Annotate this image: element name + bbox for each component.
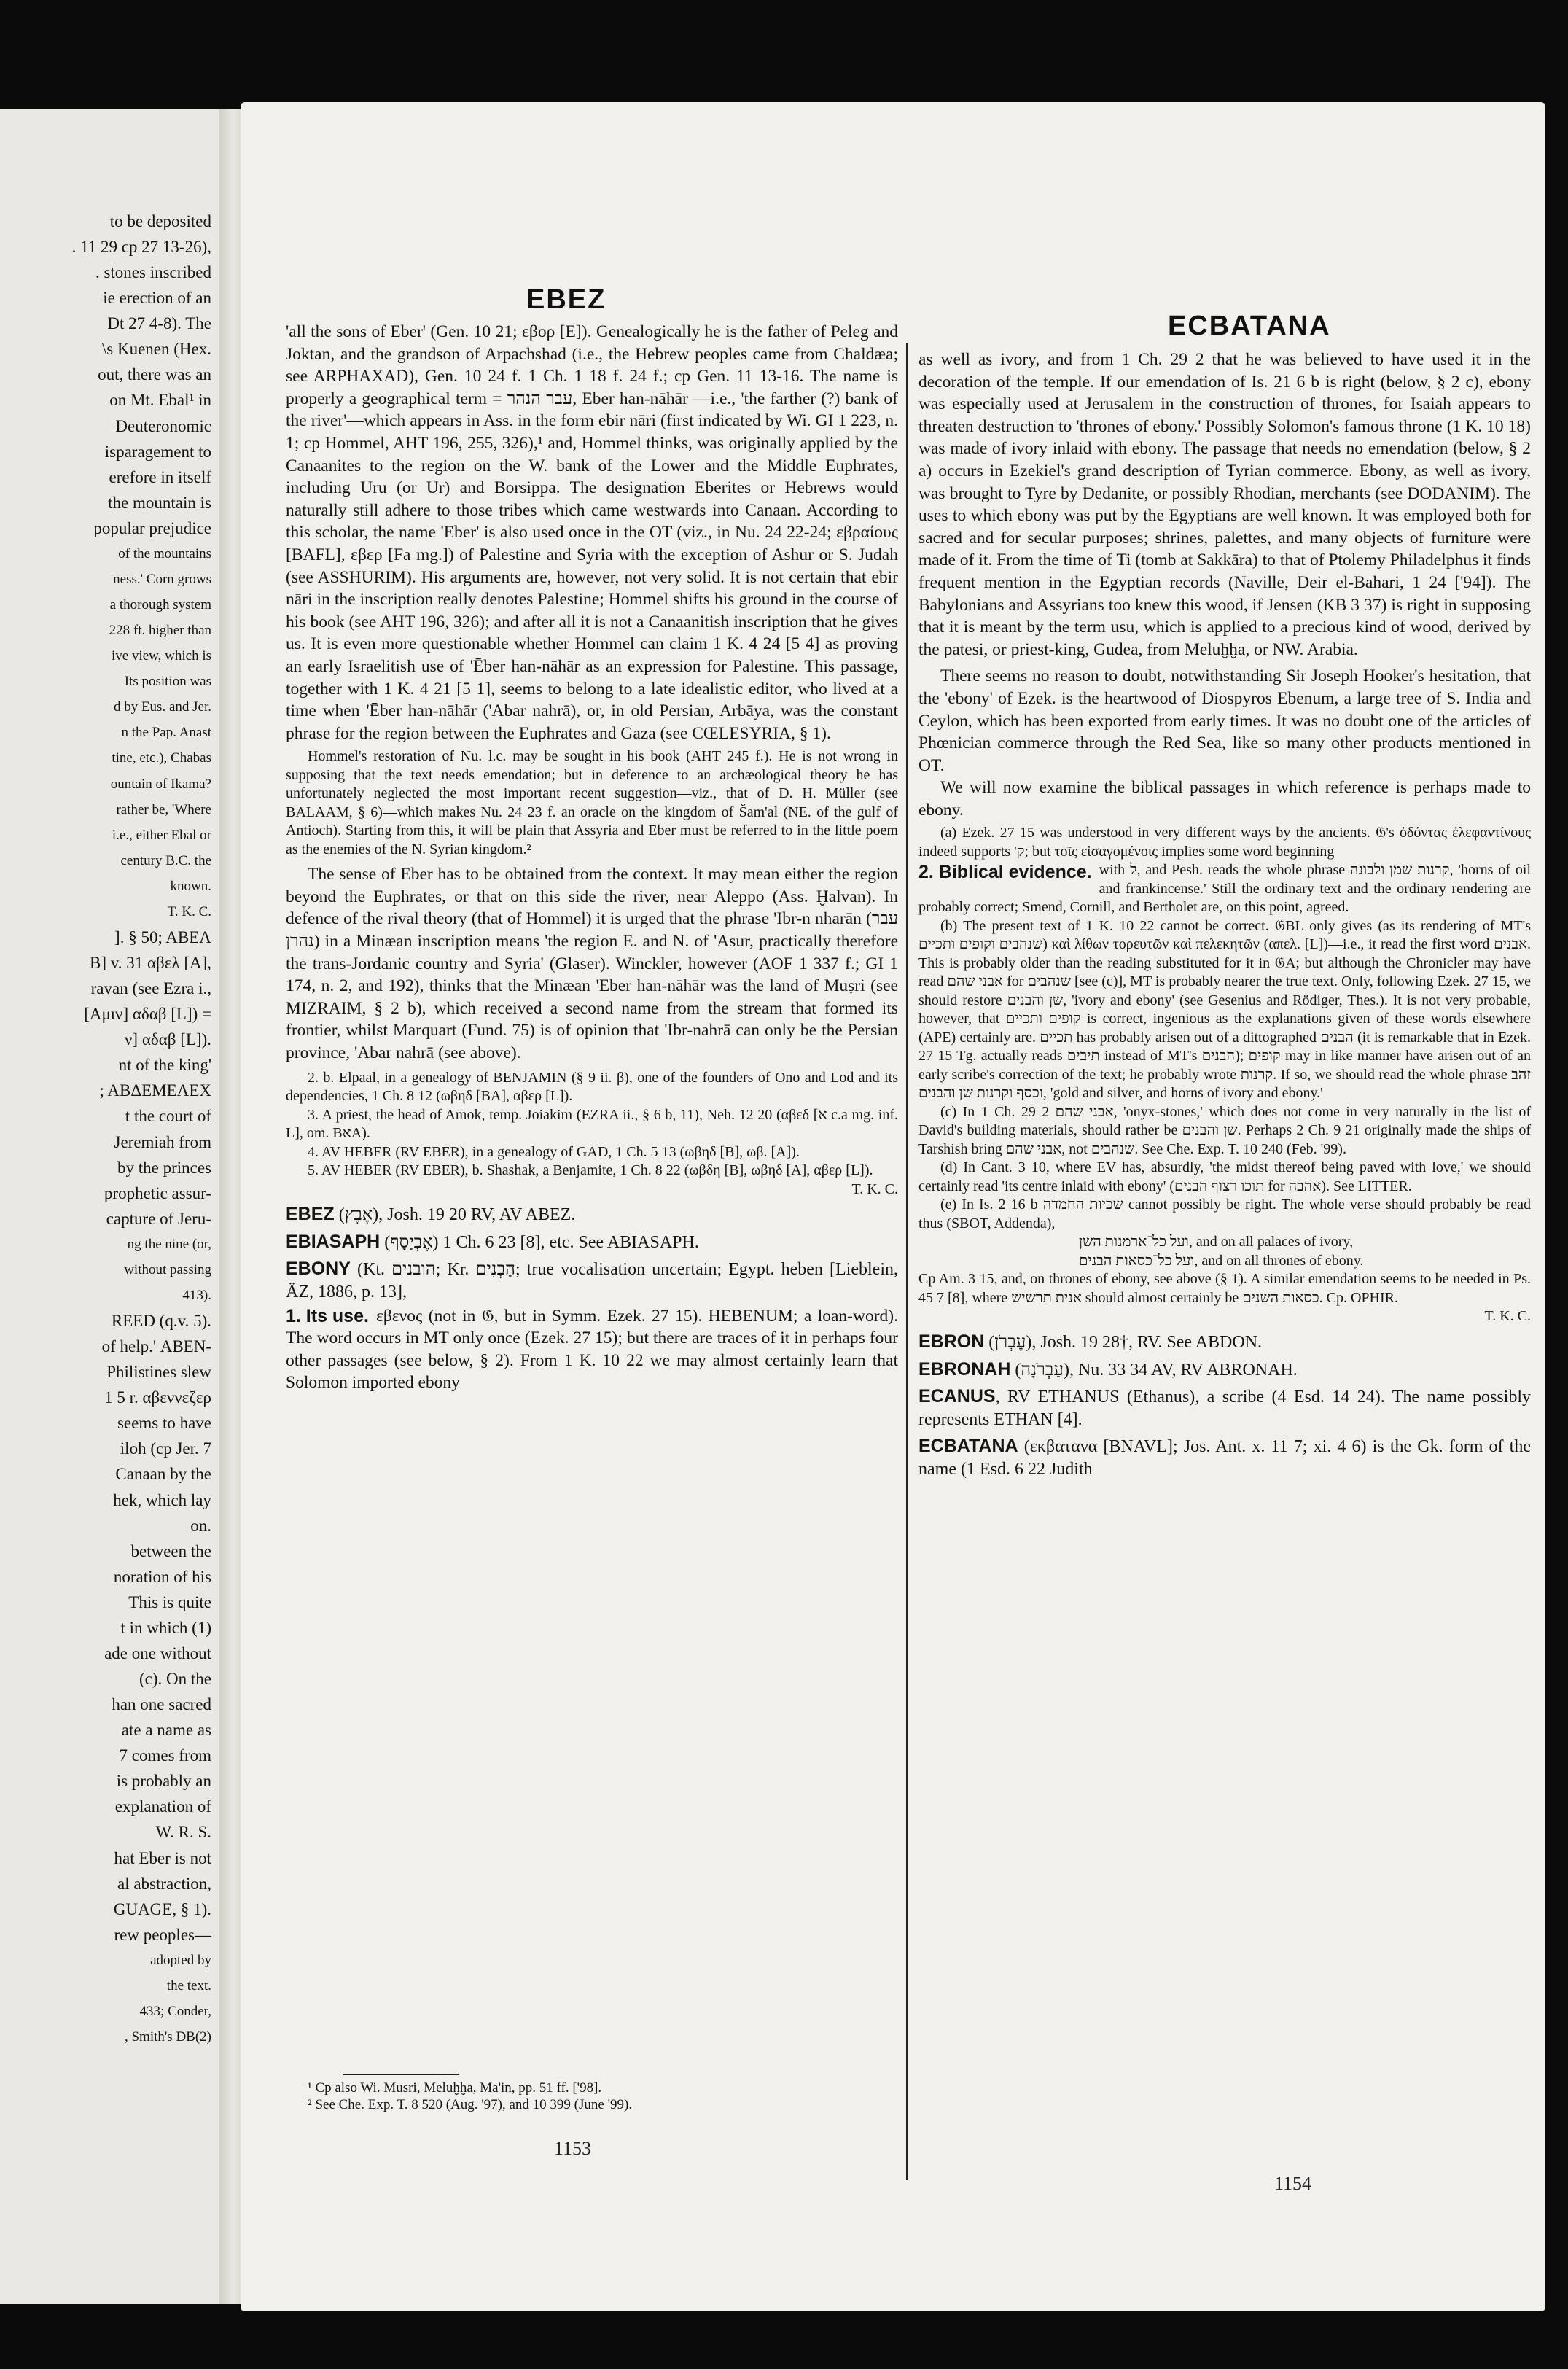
previous-page-line: ravan (see Ezra i., <box>90 979 211 998</box>
ebiasaph-text: 1 Ch. 6 23 [8], etc. See ABIASAPH. <box>438 1232 699 1252</box>
previous-page-line: (c). On the <box>139 1670 211 1688</box>
previous-page-line: i.e., either Ebal or <box>112 827 211 843</box>
previous-page-line: Its position was <box>124 674 211 690</box>
right-page-number: 1154 <box>1274 2173 1312 2194</box>
previous-page-line: n the Pap. Anast <box>121 725 211 741</box>
previous-page-strip <box>0 109 219 2304</box>
ebony-signature: T. K. C. <box>1484 1308 1531 1325</box>
previous-page-line: Jeremiah from <box>114 1132 211 1151</box>
ecanus-text: , RV ETHANUS (Ethanus), a scribe (4 Esd. 14 24). The name possibly represents ETHAN [4]. <box>918 1388 1531 1429</box>
previous-page-line: ive view, which is <box>111 648 211 664</box>
ebronah-text: , Nu. 33 34 AV, RV ABRONAH. <box>1069 1360 1298 1380</box>
previous-page-line: popular prejudice <box>93 518 211 537</box>
ecanus-entry <box>918 1385 1531 1431</box>
ebronah-headword: EBRONAH <box>918 1358 1011 1380</box>
left-column <box>286 321 898 1394</box>
eber-note: Hommel's restoration of Nu. l.c. may be sought in his book (AHT 245 f.). He is not wrong in supposing that the text needs emendation; but in deference to an archæological theory he has unfortunately neglected the most important recent suggestion—viz., that of D. H. Müller (see BALAAM, § 6)—which makes Nu. 24 23 f. an oracle on the kingdom of Šam'al (NE. of the gulf of Antioch). Starting from this, it will be plain that Assyria and Eber must be referred to in the little poem as the enemies of the N. Syrian kingdom.² <box>286 748 898 857</box>
biblical-a-cont-text: with ל, and Pesh. reads the whole phrase קרנות שמן ולבונה, 'horns of oil and frankincense.' Still the ordinary text and the ordinary rendering are probably correct; Smend, Cornill, and Bertholet are, on this point, agreed. <box>918 862 1532 916</box>
ebron-headword: EBRON <box>918 1331 985 1352</box>
previous-page-line: ness.' Corn grows <box>113 571 211 587</box>
previous-page-line: al abstraction, <box>117 1874 211 1893</box>
previous-page-line: on Mt. Ebal¹ in <box>109 391 211 410</box>
previous-page-line: . 11 29 cp 27 13-26), <box>71 238 211 257</box>
previous-page-line: ; ΑΒΔΕΜΕΛΕΧ <box>99 1081 211 1100</box>
previous-page-line: 1 5 r. αβεννεζερ <box>104 1388 211 1407</box>
biblical-e: (e) In Is. 2 16 b שכיות החמדה cannot possibly be right. The whole verse should probably be read thus (SBOT, Addenda), <box>918 1197 1532 1232</box>
eber-entry-2: 2. b. Elpaal, in a genealogy of BENJAMIN (§ 9 ii. β), one of the founders of Ono and Lod and its dependencies, 1 Ch. 8 12 (ωβηδ [BA], αβερ [L]). <box>286 1069 898 1105</box>
previous-page-line: Philistines slew <box>106 1363 211 1382</box>
previous-page-line: GUAGE, § 1). <box>113 1899 211 1918</box>
ebony-use-heading: 1. Its use. <box>286 1305 369 1326</box>
previous-page-line: \s Kuenen (Hex. <box>101 340 211 359</box>
ecbatana-entry <box>918 1435 1531 1480</box>
verse-line-1: ועל כל־ארמנות השן, and on all palaces of ivory, <box>1079 1234 1354 1250</box>
previous-page-line: ν] αδαβ [L]). <box>125 1030 211 1049</box>
previous-page-line: Canaan by the <box>115 1465 211 1484</box>
ebiasaph-entry <box>286 1231 898 1254</box>
biblical-e-cont: Cp Am. 3 15, and, on thrones of ebony, see above (§ 1). A similar emendation seems to be needed in Ps. 45 7 [8], where אנית תרשיש should almost certainly be כסאות השנים. Cp. OPHIR. <box>918 1271 1531 1306</box>
previous-page-line: known. <box>170 878 211 894</box>
previous-page-line: ie erection of an <box>103 289 211 308</box>
previous-page-line: iloh (cp Jer. 7 <box>120 1439 211 1458</box>
previous-page-line: by the princes <box>117 1158 211 1177</box>
previous-page-line: t in which (1) <box>120 1618 211 1637</box>
biblical-d: (d) In Cant. 3 10, where EV has, absurdly, 'the midst thereof being paved with love,' we should certainly read 'its centre inlaid with ebony' (תוכו רצוף הבנים for אהבה). See LITTER. <box>918 1159 1531 1194</box>
eber-signature: T. K. C. <box>851 1180 898 1197</box>
ecbatana-text: (εκβατανα [BNAVL]; Jos. Ant. x. 11 7; xi. 4 6) is the Gk. form of the name (1 Esd. 6 22 Judith <box>918 1437 1531 1479</box>
footnote-2: ² See Che. Exp. T. 8 520 (Aug. '97), and 10 399 (June '99). <box>308 2097 633 2112</box>
previous-page-line: ng the nine (or, <box>127 1236 211 1252</box>
previous-page-line: tine, etc.), Chabas <box>112 750 211 766</box>
previous-page-line: isparagement to <box>104 442 211 461</box>
previous-page-line: t the court of <box>125 1107 211 1126</box>
ebiasaph-hebrew: (אֶבְיָסָף) <box>384 1232 439 1252</box>
previous-page-line: noration of his <box>113 1567 211 1586</box>
previous-page-line: the mountain is <box>108 493 211 512</box>
ebony-use-block <box>286 1305 898 1394</box>
previous-page-line: Dt 27 4-8). The <box>107 314 211 333</box>
previous-page-line: on. <box>190 1516 211 1535</box>
footnote-rule <box>343 2074 459 2075</box>
ebron-entry <box>918 1331 1531 1354</box>
previous-page-line: the text. <box>166 1977 211 1993</box>
ebony-use-text: εβενος (not in 𝔊, but in Symm. Ezek. 27 15). HEBENUM; a loan-word). The word occurs in MT only once (Ezek. 27 15); but there are traces of it in perhaps four other passages (see below, § 2). From 1 K. 10 22 we may almost certainly learn that Solomon imported ebony <box>286 1306 898 1393</box>
previous-page-line: capture of Jeru- <box>106 1209 211 1228</box>
previous-page-line: nt of the king' <box>118 1056 211 1075</box>
previous-page-line: to be deposited <box>109 212 211 230</box>
eber-entry-5: 5. AV HEBER (RV EBER), b. Shashak, a Benjamite, 1 Ch. 8 22 (ωβδη [B], ωβηδ [A], αβερ [L]). <box>308 1162 873 1179</box>
previous-page-line: of help.' ΑΒΕΝ- <box>101 1337 211 1356</box>
left-running-header: EBEZ <box>526 284 606 315</box>
previous-page-line: 433; Conder, <box>139 2003 211 2019</box>
previous-page-line: . stones inscribed <box>95 263 211 282</box>
previous-page-line: 7 comes from <box>119 1746 211 1765</box>
previous-page-line: century B.C. the <box>120 852 211 868</box>
hooker-paragraph: There seems no reason to doubt, notwithstanding Sir Joseph Hooker's hesitation, that the 'ebony' of Ezek. is the heartwood of Diospyros Ebenum, a large tree of S. India and Ceylon, which has been exported from early times. It was no doubt one of the articles of Phœnician commerce through the Red Sea, like so many other products mentioned in OT. <box>918 666 1531 775</box>
examine-paragraph: We will now examine the biblical passages in which reference is perhaps made to ebony. <box>918 778 1531 820</box>
previous-page-line: , Smith's DB(2) <box>124 2029 211 2045</box>
previous-page-line: ade one without <box>104 1643 211 1662</box>
previous-page-line: hat Eber is not <box>114 1848 211 1867</box>
previous-page-line: ]. § 50; ΑΒΕΛ <box>114 927 211 946</box>
biblical-b: (b) The present text of 1 K. 10 22 cannot be correct. 𝔊BL only gives (as its rendering of MT's שנהבים וקופים ותכיים) καὶ λίθων τορευτῶν καὶ πελεκητῶν (απελ. [L])—i.e., it read the first word אבנים. This is probably older than the reading substituted for it in 𝔊A; but although the Chronicler may have read אבני שהם for שנהבים [see (c)], MT is probably nearer the true text. Only, following Ezek. 27 15, we should restore שן והבנים, 'ivory and ebony' (see Gesenius and Rödiger, Thes.). It is not very probable, however, that קופים ותכיים is correct, ingenious as the explanations given of these words elsewhere (APE) certainly are. תכיים has probably arisen out of a dittographed הבנים (it is remarkable that in Ezek. 27 15 Tg. actually reads תיבים instead of MT's הבנים); קופים may in like manner have arisen out of an early scribe's correction of the text; he probably wrote קרנות. If so, we should read the whole phrase זהב וכסף וקרנות שן והבנים, 'gold and silver, and horns of ivory and ebony.' <box>918 917 1532 1102</box>
previous-page-line: han one sacred <box>112 1695 211 1714</box>
previous-page-line: W. R. S. <box>155 1823 211 1842</box>
biblical-c: (c) In 1 Ch. 29 2 אבני שהם, 'onyx-stones,' which does not come in very naturally in the list of David's building materials, should rather be שן והבנים. Perhaps 2 Ch. 9 21 originally made the ships of Tarshish bring אבני שהם, not שנהבים. See Che. Exp. T. 10 240 (Feb. '99). <box>918 1103 1532 1157</box>
ecanus-headword: ECANUS <box>918 1386 996 1407</box>
previous-page-line: [Aμιν] αδαβ [L]) = <box>84 1005 211 1024</box>
previous-page-line: of the mountains <box>118 545 211 561</box>
previous-page-line: B] v. 31 αβελ [A], <box>90 954 211 973</box>
biblical-a-cont <box>918 861 1531 917</box>
previous-page-line: 228 ft. higher than <box>109 623 211 639</box>
dictionary-page <box>241 102 1545 2311</box>
eber-paragraph: 'all the sons of Eber' (Gen. 10 21; εβορ [E]). Genealogically he is the father of Peleg and Joktan, and the grandson of Arpachshad (i.e., the Hebrew peoples came from Chaldæa; see ARPHAXAD), Gen. 10 24 f. 1 Ch. 1 18 f. 24 f.; cp Gen. 11 13-16. The name is properly a geographical term = עבר הנהר, Eber han-nāhār —i.e., 'the farther (?) bank of the river'—which appears in Ass. in the form ebir nāri (first indicated by Wi. GI 1 223, n. 1; cp Hommel, AHT 196, 255, 326),¹ and, Hommel thinks, was originally applied by the Canaanites to the region on the W. bank of the Lower and the Middle Euphrates, including Uru (or Ur) and Borsippa. The designation Eberites or Hebrews would naturally still adhere to those tribes which came westwards into Canaan. According to this scholar, the name 'Eber' is also used once in the OT (viz., in Nu. 24 22-24; εβραίους [BAFL], εβερ [Fa mg.]) of Palestine and Syria with the exception of Ashur or S. Judah (see ASSHURIM). His arguments are, however, not very solid. It is not certain that ebir nāri in the inscription really denotes Palestine; Hommel shifts his ground in the course of his book (see AHT 196, 326); and after all it is not a Canaanitish inscription that he gives us. It is even more questionable whether Hommel can claim 1 K. 4 24 [5 4] as proving an early Israelitish use of 'Ēber han-nāhār as an expression for Palestine. This passage, together with 1 K. 4 21 [5 1], seems to belong to a late idealistic editor, who lived at a time when 'Ēber han-nāhār ('Abar nahrā), or, in old Persian, Arbāya, was the constant phrase for the region between the Euphrates and Gaza (see CŒLESYRIA, § 1). <box>286 322 898 743</box>
previous-page-line: rew peoples— <box>114 1925 211 1944</box>
biblical-a: (a) Ezek. 27 15 was understood in very different ways by the ancients. 𝔊's ὀδόντας ἐλεφαντίνους indeed supports 'ק; but τοῖς εἰσαγομένοις implies some word beginning <box>918 825 1531 860</box>
column-divider <box>906 343 908 2180</box>
previous-page-line: hek, which lay <box>113 1490 211 1509</box>
previous-page-line: This is quite <box>128 1592 211 1611</box>
ebony-paragraph: as well as ivory, and from 1 Ch. 29 2 that he was believed to have used it in the decoration of the temple. If our emendation of Is. 21 6 b is right (below, § 2 c), ebony was especially used at Jerusalem in the construction of thrones, for Isaiah appears to threaten destruction to 'thrones of ebony.' Possibly Solomon's famous throne (1 K. 10 18) was made of ivory inlaid with ebony. The passage that needs no emendation (below, § 2 a) occurs in Ezekiel's grand description of Tyrian commerce. Ebony, as well as ivory, was brought to Tyre by Dedanite, or possibly Rhodian, merchants (see DODANIM). The uses to which ebony was put by the Egyptians are well known. It was employed both for sacred and for secular purposes; shrines, palettes, and many objects of furniture were made of it. From the time of Ti (tomb at Sakkāra) to that of Ptolemy Philadelphus it finds frequent mention in the Egyptian records (Naville, Deir el-Bahari, 1 24 ['94]). The Babylonians and Assyrians too knew this wood, if Jensen (KB 3 37) is right in supposing that it is meant by the term usu, which is applied to a precious kind of wood, derived by the patesi, or priest-king, Gudea, from Meluḫḫa, or NW. Arabia. <box>918 350 1531 659</box>
previous-page-line: a thorough system <box>109 597 211 613</box>
previous-page-line: prophetic assur- <box>104 1183 211 1202</box>
previous-page-line: between the <box>130 1541 211 1560</box>
previous-page-line: T. K. C. <box>167 903 211 919</box>
ebony-intro: (Kt. הובנים; Kr. הָבְנִים; true vocalisation uncertain; Egypt. heben [Lieblein, ÄZ, 1886, p. 13], <box>286 1260 898 1302</box>
ebony-headword: EBONY <box>286 1259 351 1280</box>
previous-page-line: 413). <box>182 1287 211 1303</box>
ebronah-entry <box>918 1358 1531 1382</box>
eber-entry-3: 3. A priest, the head of Amok, temp. Joiakim (EZRA ii., § 6 b, 11), Neh. 12 20 (αβεδ [א c.a mg. inf. L], om. BאA). <box>286 1106 898 1142</box>
verse-line-2: ועל כל־כסאות הבנים, and on all thrones of ebony. <box>1079 1252 1364 1269</box>
right-column <box>918 349 1531 1481</box>
ebony-entry <box>286 1258 898 1303</box>
footnotes <box>286 2080 898 2113</box>
eber-entry-4: 4. AV HEBER (RV EBER), in a genealogy of GAD, 1 Ch. 5 13 (ωβηδ [B], ωβ. [A]). <box>308 1143 800 1160</box>
previous-page-line: Deuteronomic <box>115 416 211 435</box>
footnote-1: ¹ Cp also Wi. Musri, Meluḫḫa, Ma'in, pp. 51 ff. ['98]. <box>308 2080 602 2096</box>
right-running-header: ECBATANA <box>1168 311 1331 341</box>
biblical-evidence-heading: 2. Biblical evidence. <box>918 862 1092 883</box>
previous-page-line: adopted by <box>150 1952 211 1968</box>
previous-page-line: REED (q.v. 5). <box>111 1312 211 1331</box>
left-page-number: 1153 <box>554 2138 592 2159</box>
ebez-headword: EBEZ <box>286 1204 335 1225</box>
previous-page-line: ountain of Ikama? <box>110 776 211 792</box>
previous-page-line: explanation of <box>114 1797 211 1816</box>
ebiasaph-headword: EBIASAPH <box>286 1231 381 1252</box>
previous-page-line: ate a name as <box>121 1721 211 1740</box>
ebron-text: , Josh. 19 28†, RV. See ABDON. <box>1031 1332 1263 1352</box>
previous-page-line: seems to have <box>117 1414 211 1433</box>
biblical-evidence <box>918 824 1531 1326</box>
previous-page-line: without passing <box>124 1261 211 1277</box>
ebron-hebrew: (עֶבְרֹן) <box>988 1332 1032 1352</box>
ebronah-hebrew: (עַבְרֹנָה) <box>1015 1360 1069 1380</box>
previous-page-line: d by Eus. and Jer. <box>113 699 211 715</box>
eber-paragraph-2: The sense of Eber has to be obtained from the context. It may mean either the region beyond the Euphrates, or that on this side the river, near Aleppo (Ass. Ḫalvan). In defence of the rival theory (that of Hommel) it is urged that the phrase 'Ibr-n nharān (עבר נהרן) in a Minæan inscription means 'the region E. and N. of 'Asur, practically therefore the trans-Jordanic country and Syria' (Glaser). Winckler, however (AOF 1 337 f.; GI 1 174, n. 2, and 192), thinks that the Minæan 'Eber han-nāhār was the land of Muṣri (see MIZRAIM, § 2 b), which received a second name from the stream that formed its frontier, whilst Marquart (Fund. 75) is of opinion that 'Ibr-nahrā can only be the Persian province, 'Abar nahrā (see above). <box>286 865 898 1063</box>
ecbatana-headword: ECBATANA <box>918 1436 1018 1457</box>
previous-page-line: out, there was an <box>98 365 211 384</box>
previous-page-line: is probably an <box>116 1772 211 1791</box>
previous-page-line: erefore in itself <box>109 467 211 486</box>
eber-entries <box>286 1069 898 1199</box>
ebez-entry <box>286 1203 898 1226</box>
previous-page-line: rather be, 'Where <box>116 801 211 817</box>
ebez-text: , Josh. 19 20 RV, AV ABEZ. <box>378 1205 576 1225</box>
ebez-hebrew: (אֶבֶץ) <box>338 1205 379 1225</box>
